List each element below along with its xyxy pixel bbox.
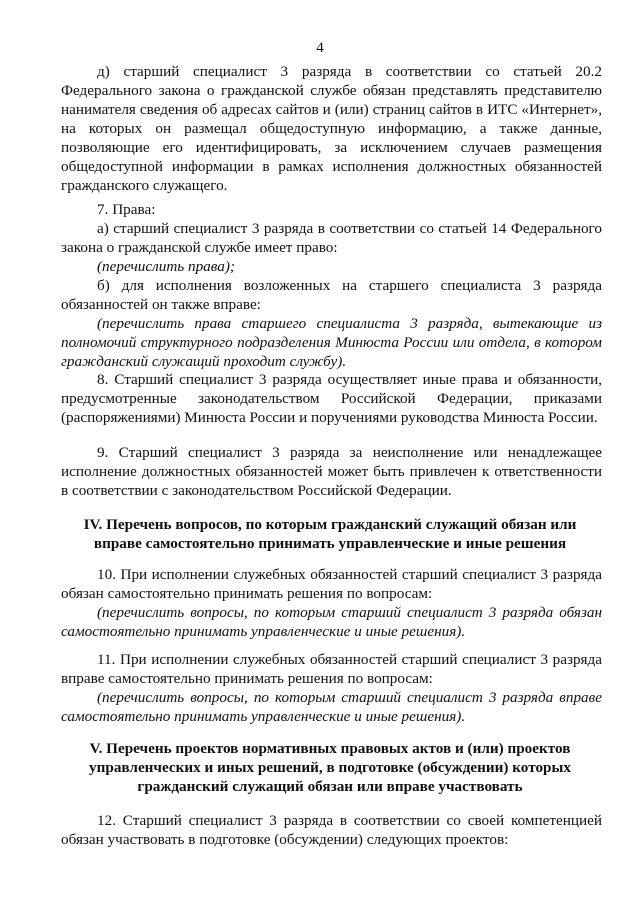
paragraph-8	[61, 370, 602, 427]
paragraph-7a: а) старший специалист 3 разряда в соответствии со статьей 14 Федерального закона о гражданской службе имеет право:	[61, 220, 602, 256]
paragraph-6d	[61, 62, 602, 195]
paragraph-11	[61, 650, 602, 726]
paragraph-text: 10. При исполнении служебных обязанностей старший специалист 3 разряда обязан самостоятельно принимать решения по вопросам:	[61, 566, 602, 602]
paragraph-12	[61, 811, 602, 849]
paragraph-text: 12. Старший специалист 3 разряда в соответствии со своей компетенцией обязан участвовать в подготовке (обсуждении) следующих проектов:	[61, 812, 602, 848]
paragraph-11-note: (перечислить вопросы, по которым старший специалист 3 разряда вправе самостоятельно принимать управленческие и иные решения).	[61, 689, 602, 725]
paragraph-10-note: (перечислить вопросы, по которым старший специалист 3 разряда обязан самостоятельно принимать управленческие и иные решения).	[61, 604, 602, 640]
section-7-rights	[61, 200, 602, 371]
paragraph-7b-note: (перечислить права старшего специалиста 3 разряда, вытекающие из полномочий структурного подразделения Минюста России или отдела, в котором гражданский служащий проходит службу).	[61, 315, 602, 370]
paragraph-7b: б) для исполнения возложенных на старшего специалиста 3 разряда обязанностей он также вправе:	[61, 277, 602, 313]
section-5-heading	[75, 739, 585, 796]
paragraph-text: д) старший специалист 3 разряда в соответствии со статьей 20.2 Федерального закона о гражданской службе обязан представлять представителю нанимателя сведения об адресах сайтов и (или) страниц сайтов в ИТС «Интернет», на которых он размещал общедоступную информацию, а также данные, позволяющие его идентифицировать, за исключением случаев размещения общедоступной информации в рамках исполнения должностных обязанностей гражданского служащего.	[61, 63, 602, 194]
paragraph-10	[61, 565, 602, 641]
heading-text: V. Перечень проектов нормативных правовых актов и (или) проектов управленческих и иных решений, в подготовке (обсуждении) которых гражданский служащий обязан или вправе участвовать	[89, 740, 571, 795]
paragraph-text: 8. Старший специалист 3 разряда осуществляет иные права и обязанности, предусмотренные законодательством Российской Федерации, приказами (распоряжениями) Минюста России и поручениями руководства Минюста России.	[61, 371, 602, 426]
paragraph-text: 9. Старший специалист 3 разряда за неисполнение или ненадлежащее исполнение должностных обязанностей может быть привлечен к ответственности в соответствии с законодательством Российской Федерации.	[61, 444, 602, 499]
paragraph-9	[61, 443, 602, 500]
paragraph-7a-note: (перечислить права);	[97, 258, 235, 275]
heading-text: IV. Перечень вопросов, по которым гражданский служащий обязан или вправе самостоятельно принимать управленческие и иные решения	[83, 516, 577, 552]
paragraph-7-title: 7. Права:	[97, 201, 156, 218]
page-number: 4	[316, 40, 324, 56]
section-4-heading	[80, 515, 580, 553]
paragraph-text: 11. При исполнении служебных обязанностей старший специалист 3 разряда вправе самостоятельно принимать решения по вопросам:	[61, 651, 602, 687]
